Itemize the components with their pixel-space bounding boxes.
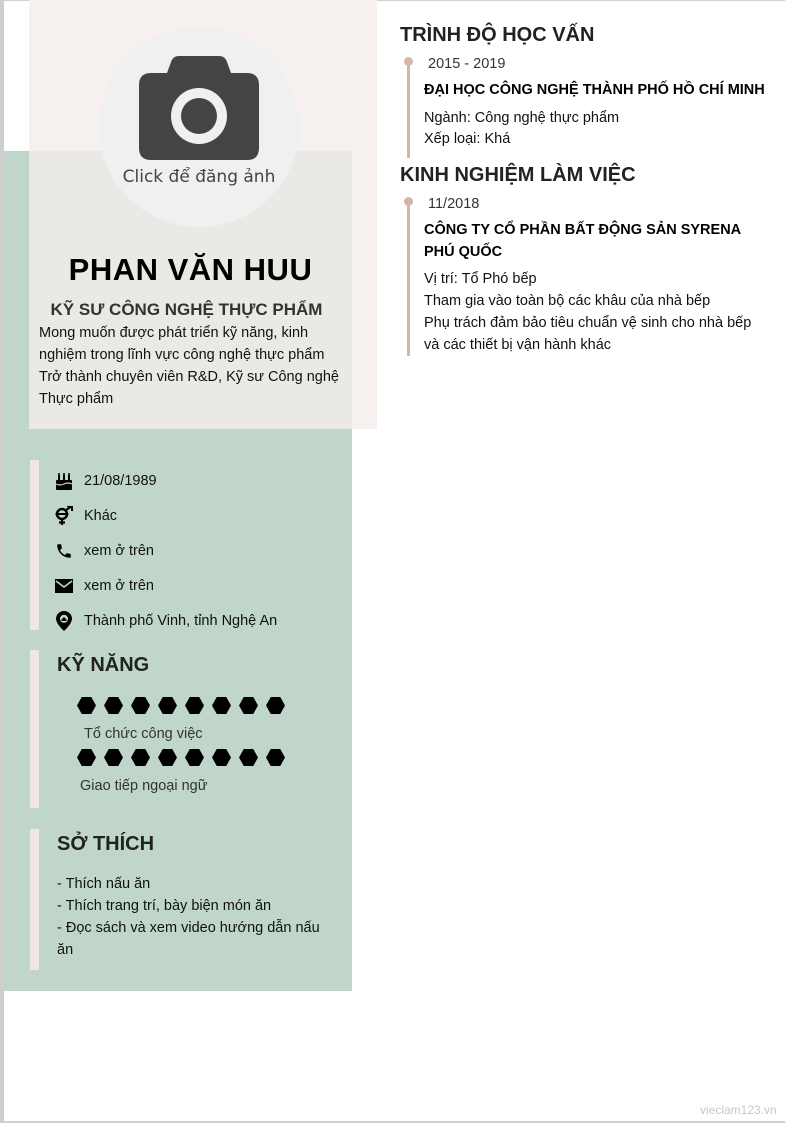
experience-detail: Phụ trách đảm bảo tiêu chuẩn vệ sinh cho nhà bếp và các thiết bị vận hành khác bbox=[424, 315, 752, 353]
skill-level-dot bbox=[158, 749, 177, 766]
skill-level-dot bbox=[131, 697, 150, 714]
hobby-item: - Thích trang trí, bày biện món ăn bbox=[57, 898, 272, 914]
birthday-value: 21/08/1989 bbox=[84, 472, 157, 489]
experience-company: CÔNG TY CỔ PHẦN BẤT ĐỘNG SẢN SYRENA PHÚ QUỐC bbox=[424, 222, 741, 260]
contact-list bbox=[54, 463, 344, 638]
skill-level-dot bbox=[212, 697, 231, 714]
education-date: 2015 - 2019 bbox=[428, 56, 506, 72]
hobby-list bbox=[57, 873, 322, 961]
skill-label: Giao tiếp ngoại ngữ bbox=[80, 778, 208, 794]
education-detail: Ngành: Công nghệ thực phẩm bbox=[424, 110, 620, 126]
education-detail: Xếp loại: Khá bbox=[424, 131, 511, 147]
address-value: Thành phố Vinh, tỉnh Nghệ An bbox=[84, 612, 278, 629]
contact-address bbox=[54, 603, 344, 638]
email-icon bbox=[54, 576, 74, 596]
skill-level-dot bbox=[185, 749, 204, 766]
section-accent-bar bbox=[30, 650, 39, 808]
skill-level-dot bbox=[77, 697, 96, 714]
contact-email bbox=[54, 568, 344, 603]
skill-rating bbox=[77, 697, 285, 714]
experience-detail: Tham gia vào toàn bộ các khâu của nhà bếp bbox=[424, 293, 711, 309]
skill-level-dot bbox=[131, 749, 150, 766]
skill-level-dot bbox=[104, 749, 123, 766]
email-value: xem ở trên bbox=[84, 577, 154, 594]
skill-level-dot bbox=[158, 697, 177, 714]
gender-value: Khác bbox=[84, 507, 118, 524]
skill-level-dot bbox=[104, 697, 123, 714]
skill-level-dot bbox=[239, 697, 258, 714]
skill-level-dot bbox=[266, 749, 285, 766]
skill-rating bbox=[77, 749, 285, 766]
candidate-name: PHAN VĂN HUU bbox=[68, 252, 313, 287]
experience-detail: Vị trí: Tổ Phó bếp bbox=[424, 271, 537, 287]
contact-birthday bbox=[54, 463, 344, 498]
avatar-upload-label: Click để đăng ảnh bbox=[122, 167, 276, 187]
section-accent-bar bbox=[30, 829, 39, 970]
contact-gender bbox=[54, 498, 344, 533]
skill-level-dot bbox=[239, 749, 258, 766]
camera-icon bbox=[139, 56, 259, 160]
timeline-line bbox=[407, 60, 410, 158]
section-accent-bar bbox=[30, 460, 39, 630]
timeline-line bbox=[407, 200, 410, 356]
skill-label: Tổ chức công việc bbox=[84, 726, 203, 742]
education-school: ĐẠI HỌC CÔNG NGHỆ THÀNH PHỐ HỒ CHÍ MINH bbox=[424, 82, 765, 98]
phone-icon bbox=[54, 541, 74, 561]
job-title: KỸ SƯ CÔNG NGHỆ THỰC PHẨM bbox=[50, 300, 323, 319]
skill-level-dot bbox=[266, 697, 285, 714]
avatar-upload[interactable] bbox=[99, 27, 299, 227]
education-heading: TRÌNH ĐỘ HỌC VẤN bbox=[400, 24, 595, 46]
gender-icon bbox=[54, 506, 74, 526]
contact-phone bbox=[54, 533, 344, 568]
experience-heading: KINH NGHIỆM LÀM VIỆC bbox=[400, 164, 636, 186]
timeline-dot bbox=[404, 197, 413, 206]
skill-level-dot bbox=[185, 697, 204, 714]
watermark: vieclam123.vn bbox=[700, 1103, 777, 1117]
skill-level-dot bbox=[77, 749, 96, 766]
career-objective: Mong muốn được phát triển kỹ năng, kinh nghiệm trong lĩnh vực công nghệ thực phẩm Trở thành chuyên viên R&D, Kỹ sư Công nghệ Thực phẩm bbox=[39, 325, 339, 407]
hobby-item: - Thích nấu ăn bbox=[57, 876, 151, 892]
timeline-dot bbox=[404, 57, 413, 66]
hobby-item: - Đọc sách và xem video hướng dẫn nấu ăn bbox=[57, 920, 320, 958]
birthday-cake-icon bbox=[54, 471, 74, 491]
hobbies-heading: SỞ THÍCH bbox=[57, 833, 155, 855]
skills-heading: KỸ NĂNG bbox=[57, 654, 150, 676]
phone-value: xem ở trên bbox=[84, 542, 154, 559]
experience-date: 11/2018 bbox=[428, 196, 480, 212]
skill-level-dot bbox=[212, 749, 231, 766]
location-pin-icon bbox=[54, 611, 74, 631]
